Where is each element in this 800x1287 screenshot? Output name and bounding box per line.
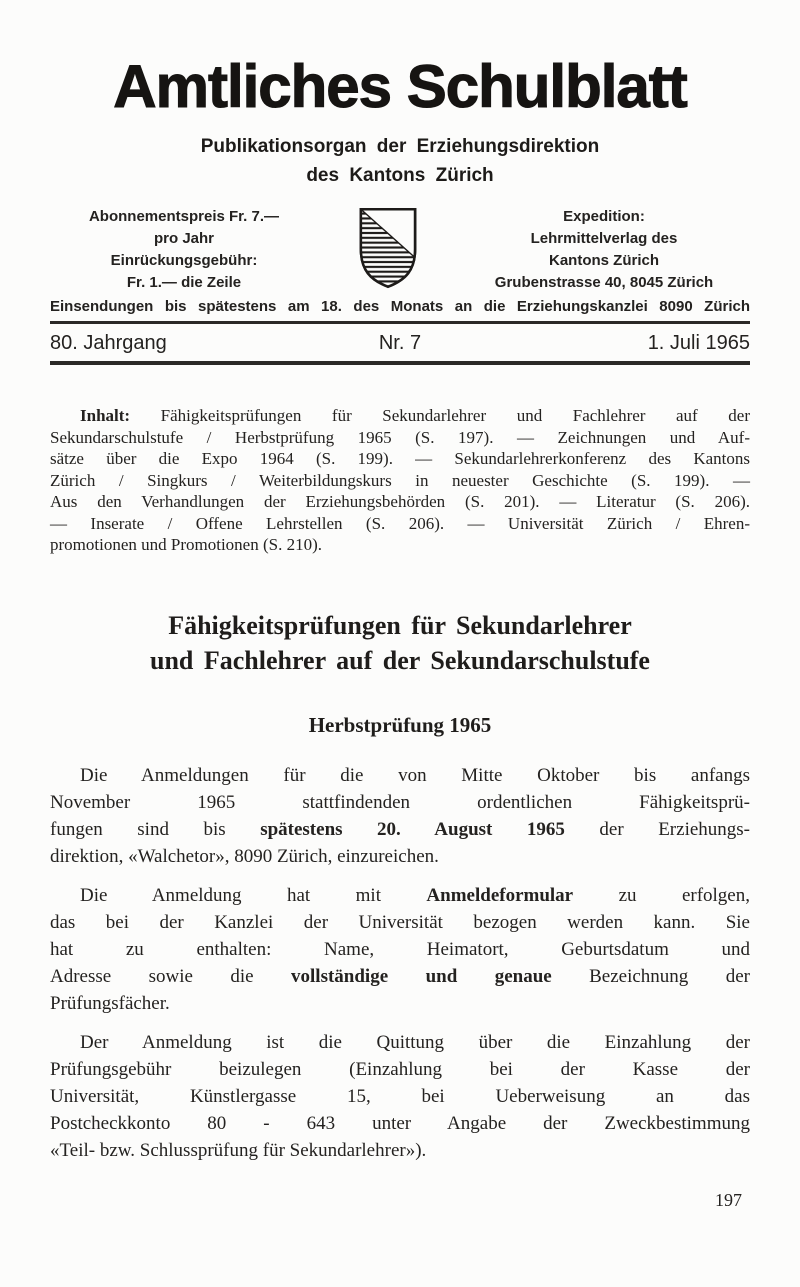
publication-subtitle — [50, 132, 750, 190]
text-line: Der Anmeldung ist die Quittung über die Einzahlung der — [80, 1031, 750, 1053]
expedition-line: Lehrmittelverlag des — [530, 230, 678, 247]
article-heading-line-2: und Fachlehrer auf der Sekundarschulstufe — [150, 645, 650, 675]
article — [50, 608, 750, 1164]
text-line: Inhalt: Fähigkeitsprüfungen für Sekundarlehrer und Fachlehrer auf der — [80, 406, 750, 425]
table-of-contents — [50, 405, 750, 556]
subscription-line: pro Jahr — [153, 230, 214, 247]
masthead — [50, 46, 750, 365]
publication-title: Amtliches Schulblatt — [113, 53, 687, 120]
text-line: Prüfungsgebühr beizulegen (Einzahlung bei der Kasse der — [50, 1058, 750, 1080]
horizontal-rule-bottom — [50, 361, 750, 365]
page-number: 197 — [715, 1190, 742, 1210]
text-line: promotionen und Promotionen (S. 210). — [50, 535, 322, 554]
paragraph-registration-form — [50, 882, 750, 1017]
subscription-line: Fr. 1.— die Zeile — [126, 274, 242, 291]
text-line: Sekundarschulstufe / Herbstprüfung 1965 (S. 197). — Zeichnungen und Auf- — [50, 427, 750, 447]
text-line: Zürich / Singkurs / Weiterbildungskurs in neuester Geschichte (S. 199). — — [50, 470, 750, 490]
text-line: — Inserate / Offene Lehrstellen (S. 206). — Universität Zürich / Ehren- — [50, 513, 750, 533]
text-line: Adresse sowie die vollständige und genaue Bezeichnung der — [50, 965, 750, 987]
article-heading-line-1: Fähigkeitsprüfungen für Sekundarlehrer — [168, 610, 632, 640]
subscription-info — [50, 202, 318, 294]
imprint-row — [50, 202, 750, 294]
submission-note: Einsendungen bis spätestens am 18. des Monats an die Erziehungskanzlei 8090 Zürich — [50, 298, 750, 315]
subscription-line: Abonnementspreis Fr. 7.— — [88, 208, 280, 225]
paragraph-payment-receipt — [50, 1029, 750, 1164]
paragraph-registration-deadline — [50, 762, 750, 870]
article-subheading: Herbstprüfung 1965 — [308, 712, 492, 737]
text-line: fungen sind bis spätestens 20. August 1965 der Erziehungs- — [50, 818, 751, 840]
text-line: sätze über die Expo 1964 (S. 199). — Sekundarlehrerkonferenz des Kantons — [50, 449, 750, 468]
article-heading — [50, 608, 750, 678]
text-line: hat zu enthalten: Name, Heimatort, Geburtsdatum und — [50, 938, 750, 960]
text-line: «Teil- bzw. Schlussprüfung für Sekundarlehrer»). — [50, 1139, 427, 1161]
issue-date: 1. Juli 1965 — [647, 332, 750, 354]
text-line: Aus den Verhandlungen der Erziehungsbehörden (S. 201). — Literatur (S. 206). — [50, 492, 750, 511]
expedition-line: Kantons Zürich — [548, 252, 659, 269]
volume-label: 80. Jahrgang — [50, 332, 167, 354]
zurich-coat-of-arms-icon — [318, 202, 458, 290]
subtitle-line-1: Publikationsorgan der Erziehungsdirektion — [200, 136, 600, 157]
text-line: November 1965 stattfindenden ordentlichen Fähigkeitsprü- — [50, 791, 750, 813]
text-line: direktion, «Walchetor», 8090 Zürich, einzureichen. — [50, 845, 439, 867]
issue-info-row — [50, 324, 750, 361]
text-line: Die Anmeldungen für die von Mitte Oktober bis anfangs — [80, 764, 750, 786]
text-line: das bei der Kanzlei der Universität bezogen werden kann. Sie — [50, 911, 750, 933]
subscription-line: Einrückungsgebühr: — [110, 252, 258, 269]
subtitle-line-2: des Kantons Zürich — [306, 165, 494, 186]
text-line: Prüfungsfächer. — [50, 992, 170, 1014]
text-line: Die Anmeldung hat mit Anmeldeformular zu erfolgen, — [80, 884, 750, 906]
text-line: Universität, Künstlergasse 15, bei Ueberweisung an das — [50, 1085, 750, 1107]
expedition-info — [458, 202, 750, 294]
expedition-line: Expedition: — [563, 208, 645, 225]
issue-number: Nr. 7 — [378, 332, 422, 354]
text-line: Postcheckkonto 80 - 643 unter Angabe der Zweckbestimmung — [50, 1112, 750, 1134]
expedition-line: Grubenstrasse 40, 8045 Zürich — [494, 274, 714, 291]
